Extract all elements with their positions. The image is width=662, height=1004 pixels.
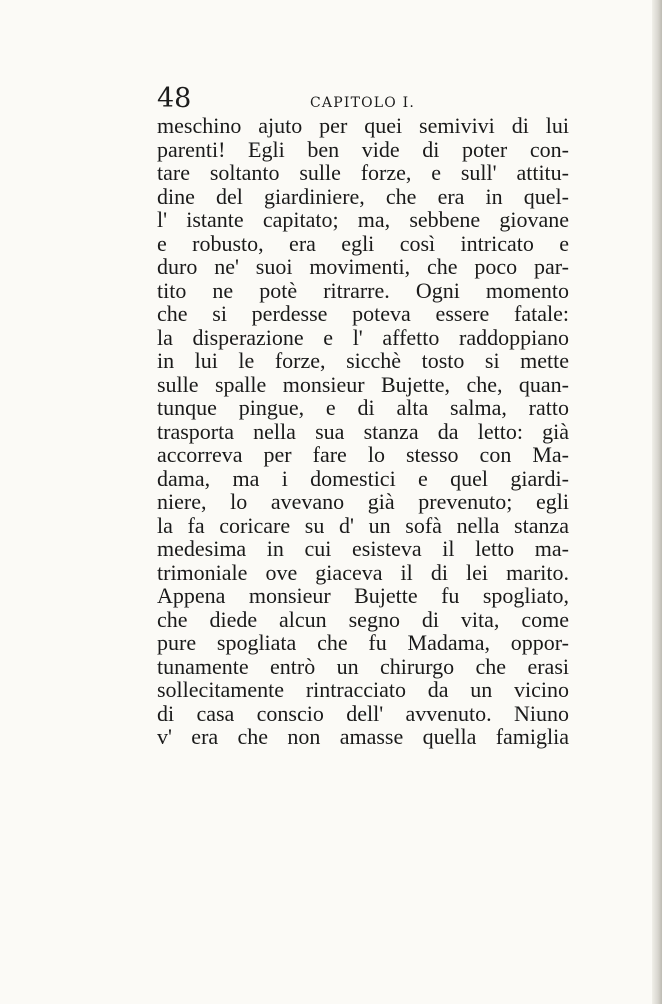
text-line: tunamente entrò un chirurgo che erasi: [157, 653, 569, 679]
text-line: duro ne' suoi movimenti, che poco par-: [157, 254, 569, 279]
text-line: che diede alcun segno di vita, come: [157, 606, 569, 632]
text-line: dine del giardiniere, che era in quel-: [157, 183, 569, 209]
text-line: sulle spalle monsieur Bujette, che, quan-: [157, 371, 569, 397]
running-head: CAPITOLO I.: [310, 95, 415, 111]
text-line: la disperazione e l' affetto raddoppiano: [157, 324, 569, 350]
text-line: in lui le forze, sicchè tosto si mette: [157, 348, 569, 373]
text-line: trimoniale ove giaceva il di lei marito.: [157, 559, 569, 585]
text-line: v' era che non amasse quella famiglia: [157, 724, 569, 749]
text-line: e robusto, era egli così intricato e: [157, 230, 569, 256]
text-line: sollecitamente rintracciato da un vicino: [157, 677, 569, 702]
text-line: parenti! Egli ben vide di poter con-: [157, 136, 569, 162]
body-text: [157, 114, 569, 749]
text-line: la fa coricare su d' un sofà nella stanza: [157, 512, 569, 538]
text-line: tunque pingue, e di alta salma, ratto: [157, 395, 569, 420]
text-line: medesima in cui esisteva il letto ma-: [157, 536, 569, 561]
text-line: tare soltanto sulle forze, e sull' attitu-: [157, 160, 569, 185]
text-line: meschino ajuto per quei semivivi di lui: [157, 113, 569, 138]
text-line: di casa conscio dell' avvenuto. Niuno: [157, 700, 569, 726]
text-line: trasporta nella sua stanza da letto: già: [157, 418, 569, 444]
page-edge: [652, 0, 662, 1004]
text-line: pure spogliata che fu Madama, oppor-: [157, 630, 569, 655]
text-line: l' istante capitato; ma, sebbene giovane: [157, 207, 569, 232]
text-line: che si perdesse poteva essere fatale:: [157, 301, 569, 326]
text-line: accorreva per fare lo stesso con Ma-: [157, 442, 569, 467]
text-line: tito ne potè ritrarre. Ogni momento: [157, 277, 569, 303]
text-line: niere, lo avevano già prevenuto; egli: [157, 489, 569, 514]
text-line: dama, ma i domestici e quel giardi-: [157, 465, 569, 491]
text-line: Appena monsieur Bujette fu spogliato,: [157, 583, 569, 608]
page-number: 48: [157, 83, 192, 114]
